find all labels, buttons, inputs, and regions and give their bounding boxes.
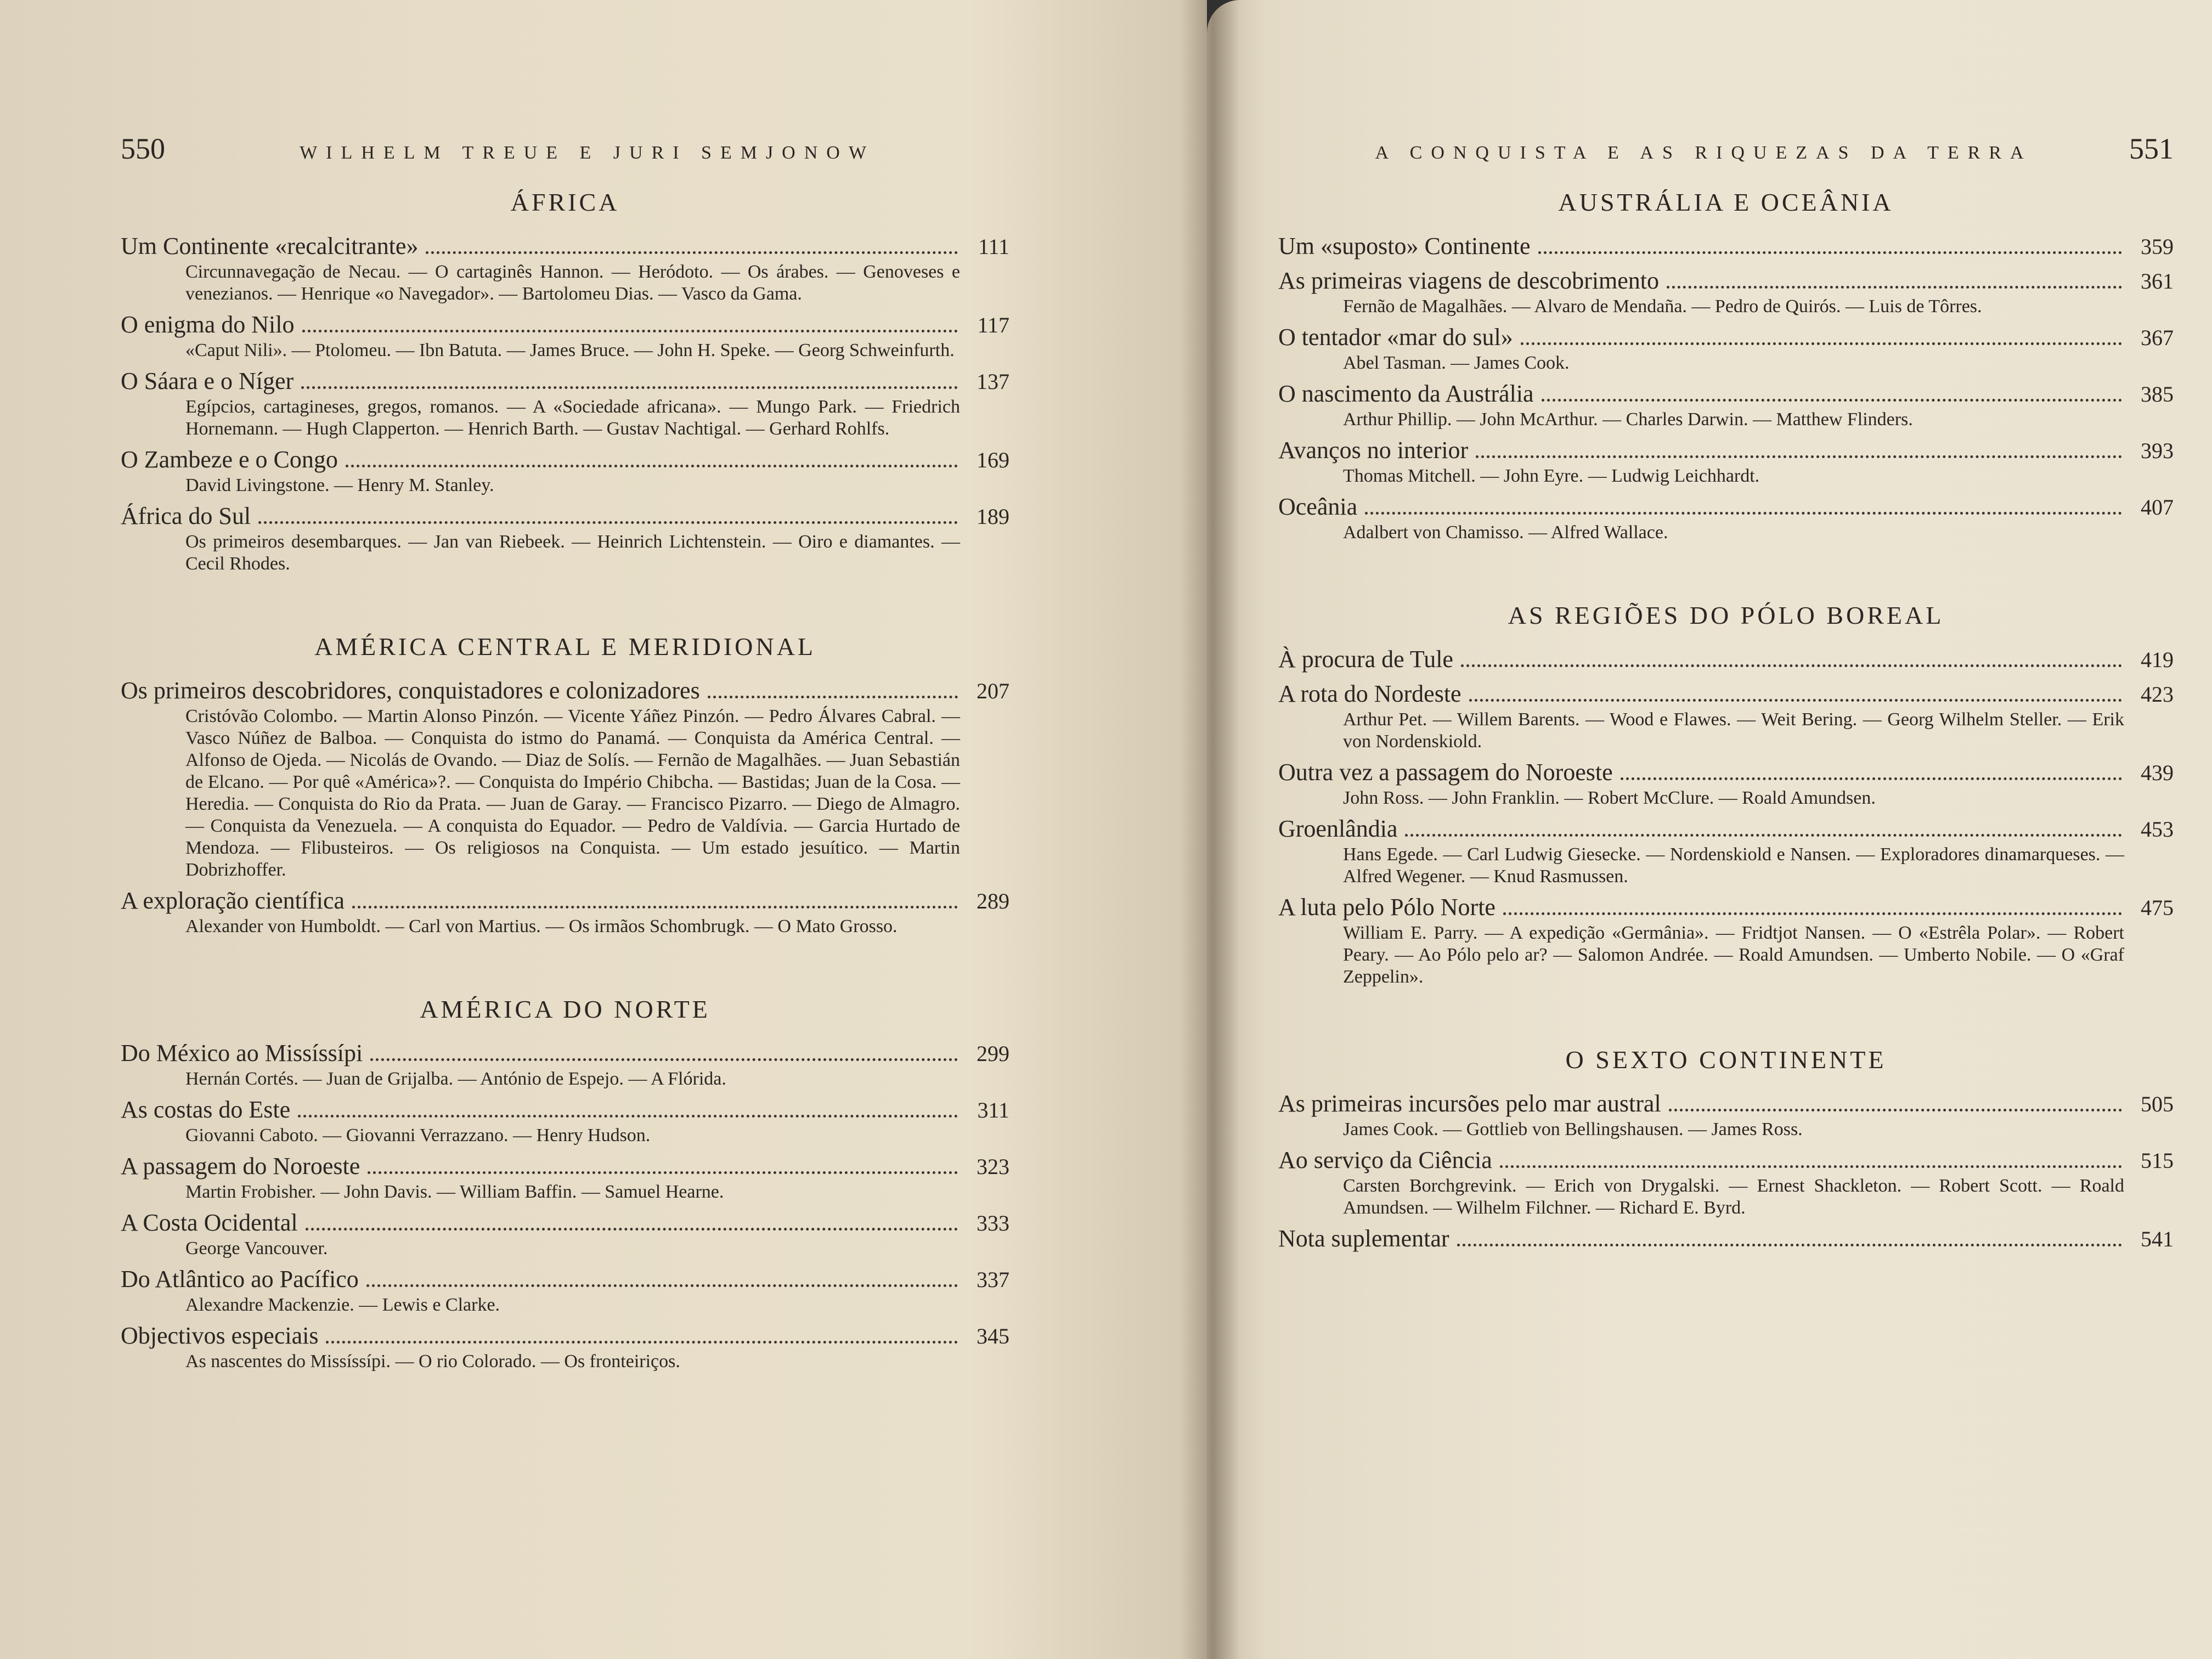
toc-entry-subtopics: As nascentes do Missíssípi. — O rio Colorado. — Os fronteiriços. [185,1351,680,1372]
book-gutter [1180,0,1240,1659]
dot-leader [1476,455,2122,458]
section-title: AMÉRICA DO NORTE [420,995,710,1023]
section-title: AUSTRÁLIA E OCEÂNIA [1558,188,1894,216]
toc-entry-page: 515 [2141,1148,2174,1173]
dot-leader [1503,912,2122,915]
toc-entry [121,1039,1009,1090]
toc-entry [121,445,1009,496]
toc-entry [1278,380,2174,431]
toc-entry-subtopics: William E. Parry. — A expedição «Germânia». — Fridtjot Nansen. — O «Estrêla Polar». — Robert Peary. — Ao Pólo pelo ar? — Salomon Andrée. — Roald Amundsen. — Umberto Nobile. — O «Graf Zeppelin». [1343,923,2124,987]
toc-entry-page: 475 [2141,895,2174,920]
toc-entry-page: 345 [977,1324,1009,1348]
toc-entry-page: 189 [977,504,1009,529]
toc-entry [1278,815,2174,888]
toc-entry-page: 393 [2141,438,2174,463]
toc-entry [121,676,1009,881]
toc-entry-page: 385 [2141,382,2174,407]
toc-entry-page: 137 [977,369,1009,394]
toc-entry-title: Um Continente «recalcitrante» [121,233,419,259]
toc-entry-title: Groenlândia [1278,815,1398,842]
left-running-head-text: WILHELM TREUE E JURI SEMJONOW [300,143,875,163]
toc-entry [1278,323,2174,374]
section-gap [1278,549,2174,582]
toc-entry-title: A luta pelo Pólo Norte [1278,894,1496,921]
dot-leader [298,1115,958,1118]
toc-entry [1278,436,2174,487]
toc-entry-subtopics: Fernão de Magalhães. — Alvaro de Mendaña. — Pedro de Quirós. — Luis de Tôrres. [1343,296,1982,317]
toc-entry-line [1278,436,2174,465]
dot-leader [1461,664,2122,667]
toc-entry-page: 117 [977,313,1009,337]
toc-entry-title: Avanços no interior [1278,437,1469,464]
toc-entry [121,1152,1009,1203]
toc-entry [121,1209,1009,1260]
toc-entry-subtopics: Adalbert von Chamisso. — Alfred Wallace. [1343,522,1668,543]
toc-entry-subtopics: John Ross. — John Franklin. — Robert McClure. — Roald Amundsen. [1343,788,1876,808]
toc-entry-title: Objectivos especiais [121,1322,319,1349]
toc-entry-title: A exploração científica [121,887,345,914]
dot-leader [1667,286,2122,289]
toc-entry-line [121,232,1009,261]
toc-entry-page: 505 [2141,1092,2174,1116]
toc-entry-title: Um «suposto» Continente [1278,233,1531,259]
toc-entry-line [1278,815,2174,844]
toc-entry [1278,893,2174,988]
toc-entry-title: A Costa Ocidental [121,1209,298,1236]
toc-entry-page: 359 [2141,234,2174,259]
dot-leader [258,521,958,524]
toc-entry [1278,758,2174,809]
toc-entry-subtopics: George Vancouver. [185,1238,328,1259]
toc-entry-line [121,1322,1009,1351]
toc-entry-line [1278,645,2174,674]
toc-entry-title: Nota suplementar [1278,1225,1449,1252]
toc-entry-page: 111 [978,234,1009,259]
toc-entry-subtopics: Hernán Cortés. — Juan de Grijalba. — António de Espejo. — A Flórida. [185,1069,726,1089]
dot-leader [368,1171,958,1174]
toc-entry [121,1096,1009,1147]
toc-entry-line [1278,680,2174,709]
toc-entry-subtopics: Giovanni Caboto. — Giovanni Verrazzano. — Henry Hudson. [185,1125,651,1146]
toc-entry [121,232,1009,305]
toc-entry-page: 453 [2141,817,2174,842]
toc-entry-subtopics: Cristóvão Colombo. — Martin Alonso Pinzón. — Vicente Yáñez Pinzón. — Pedro Álvares Cabral. — Vasco Núñez de Balboa. — Conquista do istmo do Panamá. — Conquista da América Central. — Alfonso de Ojeda. — Nicolás de Ovando. — Diaz de Solís. — Fernão de Magalhães. — Juan Sebastián de Elcano. — Por quê «América»?. — Conquista do Império Chibcha. — Bastidas; Juan de la Cosa. — Heredia. — Conquista do Rio da Prata. — Juan de Garay. — Francisco Pizarro. — Diego de Almagro. — Conquista da Venezuela. — A conquista do Equador. — Pedro de Valdívia. — Garcia Hurtado de Mendoza. — Flibusteiros. — Os religiosos na Conquista. — Um estado jesuítico. — Martin Dobrizhoffer. [185,706,960,880]
section-gap [121,580,1009,613]
toc-entry-line [121,887,1009,916]
dot-leader [1405,834,2122,837]
section-title: ÁFRICA [510,188,620,216]
toc-entry-page: 311 [977,1098,1009,1122]
toc-entry-page: 207 [977,679,1009,703]
toc-entry [121,887,1009,938]
toc-entry [1278,1146,2174,1219]
toc-entry-subtopics: Martin Frobisher. — John Davis. — William Baffin. — Samuel Hearne. [185,1182,724,1202]
toc-entry [121,1322,1009,1373]
toc-entry-subtopics: James Cook. — Gottlieb von Bellingshausen. — James Ross. [1343,1119,1803,1139]
toc-entry-subtopics: Egípcios, cartagineses, gregos, romanos. — A «Sociedade africana». — Mungo Park. — Friedrich Hornemann. — Hugh Clapperton. — Henrich Barth. — Gustav Nachtigal. — Gerhard Rohlfs. [185,397,960,439]
right-running-head-text: A CONQUISTA E AS RIQUEZAS DA TERRA [1375,143,2033,163]
toc-entry-line [1278,893,2174,922]
toc-entry-line [121,367,1009,396]
toc-entry-line [1278,232,2174,261]
dot-leader [1500,1165,2122,1168]
toc-entry-page: 419 [2141,647,2174,672]
toc-entry-line [1278,1146,2174,1175]
dot-leader [326,1341,958,1344]
toc-entry-title: Outra vez a passagem do Noroeste [1278,759,1613,786]
toc-entry-title: O nascimento da Austrália [1278,380,1534,407]
dot-leader [346,465,958,467]
toc-entry [1278,493,2174,544]
toc-entry-title: O Zambeze e o Congo [121,446,338,473]
dot-leader [306,1228,958,1231]
left-toc [121,188,1009,1373]
toc-entry [121,502,1009,575]
toc-entry-title: A passagem do Noroeste [121,1153,360,1180]
toc-entry-title: À procura de Tule [1278,646,1453,673]
toc-entry-line [121,1265,1009,1294]
dot-leader [1542,399,2122,402]
toc-entry-title: A rota do Nordeste [1278,680,1462,707]
toc-entry [121,311,1009,362]
toc-entry-line [121,1039,1009,1068]
toc-entry-line [121,502,1009,531]
section-gap [1278,994,2174,1026]
toc-entry-subtopics: David Livingstone. — Henry M. Stanley. [185,475,494,495]
dot-leader [426,251,958,254]
toc-entry-title: O tentador «mar do sul» [1278,324,1513,351]
toc-entry [1278,645,2174,674]
toc-entry-subtopics: «Caput Nili». — Ptolomeu. — Ibn Batuta. — James Bruce. — John H. Speke. — Georg Schweinfurth. [185,340,955,360]
left-page-number: 550 [121,132,165,165]
toc-entry-subtopics: Thomas Mitchell. — John Eyre. — Ludwig Leichhardt. [1343,466,1760,486]
toc-entry-line [121,1209,1009,1238]
toc-entry [121,367,1009,440]
toc-entry-line [1278,1224,2174,1254]
toc-entry-page: 541 [2141,1227,2174,1251]
toc-entry-page: 323 [977,1154,1009,1179]
toc-entry-line [121,676,1009,706]
right-toc [1278,188,2174,1254]
toc-entry [1278,1090,2174,1141]
toc-entry-subtopics: Alexandre Mackenzie. — Lewis e Clarke. [185,1295,500,1315]
toc-entry-page: 299 [977,1041,1009,1066]
toc-entry-page: 169 [977,448,1009,472]
toc-entry-page: 337 [977,1267,1009,1292]
toc-entry-title: As primeiras viagens de descobrimento [1278,267,1660,294]
section-title: AS REGIÕES DO PÓLO BOREAL [1508,601,1944,629]
dot-leader [1621,777,2122,780]
toc-entry-title: África do Sul [121,503,251,529]
right-page [1207,0,2212,1659]
toc-entry-page: 367 [2141,325,2174,350]
dot-leader [1538,251,2122,254]
toc-entry-line [1278,380,2174,409]
dot-leader [370,1058,958,1061]
toc-entry-subtopics: Circunnavegação de Necau. — O cartaginês Hannon. — Heródoto. — Os árabes. — Genoveses e venezianos. — Henrique «o Navegador». — Bartolomeu Dias. — Vasco da Gama. [185,262,960,304]
toc-entry-page: 423 [2141,682,2174,707]
toc-entry-line [121,1096,1009,1125]
toc-entry-subtopics: Arthur Phillip. — John McArthur. — Charles Darwin. — Matthew Flinders. [1343,409,1913,430]
toc-entry-title: O Sáara e o Níger [121,368,294,394]
dot-leader [1469,699,2122,702]
toc-entry-page: 333 [977,1211,1009,1235]
toc-entry-title: Oceânia [1278,493,1358,520]
section-gap [121,943,1009,976]
toc-entry-page: 361 [2141,269,2174,294]
toc-entry-page: 289 [977,889,1009,913]
dot-leader [1669,1109,2122,1111]
left-running-head [121,132,1009,166]
dot-leader [301,386,958,389]
toc-entry-page: 407 [2141,495,2174,520]
right-page-number: 551 [2129,132,2174,165]
toc-entry-title: Do México ao Missíssípi [121,1040,363,1066]
section-title: AMÉRICA CENTRAL E MERIDIONAL [314,633,816,661]
toc-entry-line [1278,1090,2174,1119]
toc-entry-title: Os primeiros descobridores, conquistadores e colonizadores [121,677,700,704]
toc-entry-subtopics: Carsten Borchgrevink. — Erich von Drygalski. — Ernest Shackleton. — Robert Scott. — Roald Amundsen. — Wilhelm Filchner. — Richard E. Byrd. [1343,1176,2124,1218]
dot-leader [1457,1244,2122,1246]
toc-entry-title: O enigma do Nilo [121,311,295,338]
toc-entry-line [121,445,1009,475]
toc-entry-line [121,1152,1009,1181]
toc-entry-subtopics: Arthur Pet. — Willem Barents. — Wood e Flawes. — Weit Bering. — Georg Wilhelm Steller. — Erik von Nordenskiold. [1343,709,2124,752]
toc-entry-subtopics: Os primeiros desembarques. — Jan van Riebeek. — Heinrich Lichtenstein. — Oiro e diamantes. — Cecil Rhodes. [185,532,960,574]
toc-entry-line [1278,323,2174,352]
toc-entry-subtopics: Hans Egede. — Carl Ludwig Giesecke. — Nordenskiold e Nansen. — Exploradores dinamarqueses. — Alfred Wegener. — Knud Rasmussen. [1343,844,2124,887]
toc-entry-line [1278,493,2174,522]
section-title: O SEXTO CONTINENTE [1565,1046,1887,1074]
toc-entry-title: As costas do Este [121,1096,291,1123]
toc-entry-line [1278,758,2174,787]
toc-entry [1278,1224,2174,1254]
toc-entry-title: Do Atlântico ao Pacífico [121,1266,359,1293]
toc-entry-subtopics: Abel Tasman. — James Cook. [1343,353,1570,373]
toc-entry-line [121,311,1009,340]
toc-entry [1278,232,2174,261]
dot-leader [1365,512,2122,515]
toc-entry-subtopics: Alexander von Humboldt. — Carl von Martius. — Os irmãos Schombrugk. — O Mato Grosso. [185,916,898,936]
right-running-head [1278,132,2174,166]
toc-entry [121,1265,1009,1316]
toc-entry-title: As primeiras incursões pelo mar austral [1278,1090,1661,1117]
toc-entry-line [1278,267,2174,296]
dot-leader [1521,342,2122,345]
dot-leader [366,1284,958,1287]
dot-leader [302,330,958,332]
toc-entry-title: Ao serviço da Ciência [1278,1147,1492,1173]
dot-leader [708,696,958,698]
toc-entry-page: 439 [2141,760,2174,785]
dot-leader [352,906,958,909]
toc-entry [1278,680,2174,753]
toc-entry [1278,267,2174,318]
